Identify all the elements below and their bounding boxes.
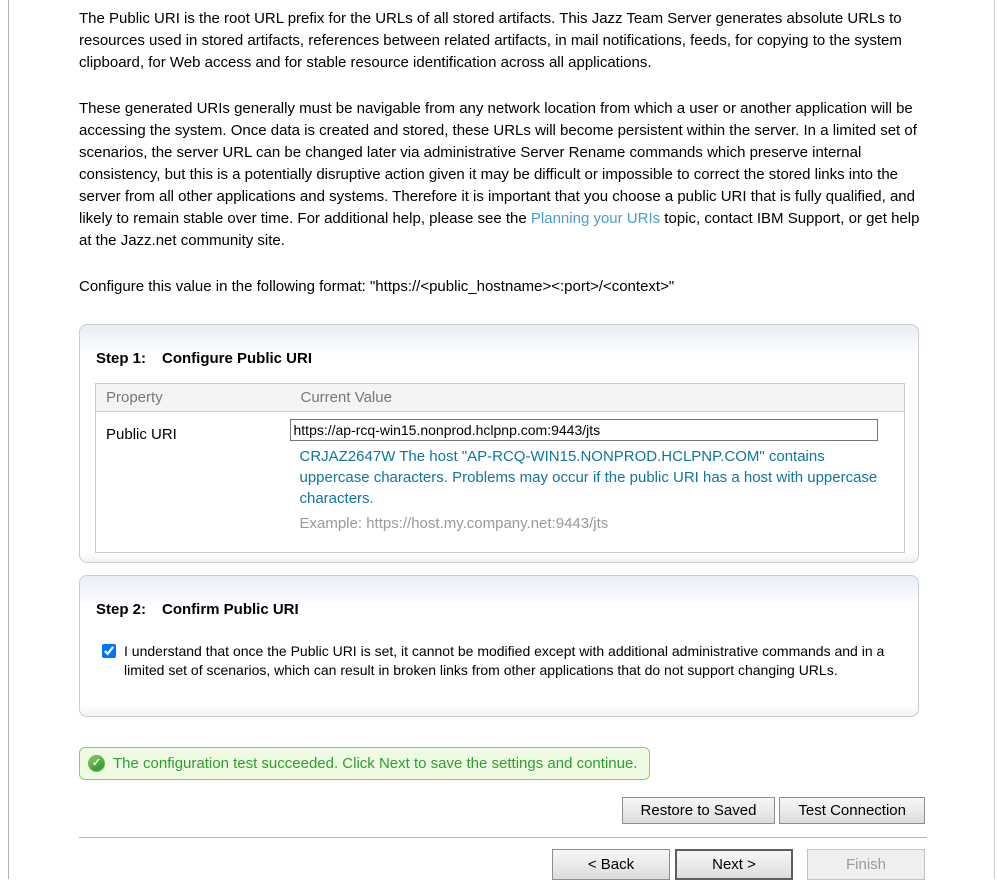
step1-panel: [79, 324, 919, 563]
confirm-checkbox[interactable]: [102, 644, 116, 658]
step1-heading: [80, 325, 918, 367]
test-connection-button[interactable]: Test Connection: [779, 797, 925, 824]
page-right-border: [994, 0, 995, 879]
finish-button: Finish: [807, 849, 925, 880]
format-instruction: Configure this value in the following format: "https://<public_hostname><:port>/<context>": [79, 278, 675, 295]
status-message-box: [79, 747, 650, 780]
step2-label: Step 2:: [96, 601, 147, 618]
table-header-row: [96, 384, 905, 412]
success-check-icon: ✓: [88, 755, 105, 772]
actions-row: [79, 797, 925, 824]
uppercase-warning-message: CRJAZ2647W The host "AP-RCQ-WIN15.NONPROD.HCLPNP.COM" contains uppercase characters. Problems may occur if the public URI has a host with uppercase characters.: [299, 448, 878, 507]
intro-paragraph-2: [79, 98, 925, 252]
public-uri-input[interactable]: [290, 419, 878, 441]
public-uri-label: Public URI: [106, 426, 177, 443]
back-button[interactable]: < Back: [552, 849, 670, 880]
property-table: [95, 383, 905, 553]
confirm-row: [102, 642, 902, 680]
step2-panel: [79, 575, 919, 717]
step2-heading: [80, 576, 918, 618]
restore-to-saved-button[interactable]: Restore to Saved: [622, 797, 776, 824]
example-uri-hint: Example: https://host.my.company.net:9443/jts: [299, 515, 609, 532]
status-message-text: The configuration test succeeded. Click Next to save the settings and continue.: [113, 755, 638, 772]
step1-title: Configure Public URI: [162, 350, 313, 367]
property-column-header: Property: [96, 384, 290, 412]
public-uri-row: [96, 412, 905, 553]
next-button[interactable]: Next >: [675, 849, 793, 880]
footer-divider: [79, 837, 927, 838]
intro-paragraph-2-text: These generated URIs generally must be navigable from any network location from which a user or another application will be accessing the system. Once data is created and stored, these URLs will become persistent within the server. In a limited set of scenarios, the server URL can be changed later via administrative Server Rename commands which preserve internal consistency, but this is a potentially disruptive action given it may be difficult or impossible to correct the stored links into the server from all other applications and systems. Therefore it is important that you choose a public URI that is fully qualified, and likely to remain stable over time. For additional help, please see the: [79, 100, 917, 227]
current-value-column-header: Current Value: [290, 384, 905, 412]
wizard-navigation: [79, 849, 925, 880]
step2-title: Confirm Public URI: [162, 601, 299, 618]
public-uri-value-cell: [290, 412, 905, 553]
step1-label: Step 1:: [96, 350, 147, 367]
page-left-border: [8, 0, 9, 879]
intro-paragraph-1: The Public URI is the root URL prefix for the URLs of all stored artifacts. This Jazz Team Server generates absolute URLs to resources used in stored artifacts, references between related artifacts, in mail notifications, feeds, for copying to the system clipboard, for Web access and for stable resource identification across all applications.: [79, 10, 902, 71]
planning-your-uris-link[interactable]: Planning your URIs: [530, 210, 661, 227]
intro-paragraph-2-tail: topic, contact IBM Support, or get help at the Jazz.net community site.: [79, 210, 920, 249]
confirm-checkbox-label: I understand that once the Public URI is set, it cannot be modified except with additional administrative commands and in a limited set of scenarios, which can result in broken links from other applications that do not support changing URLs.: [124, 643, 885, 678]
